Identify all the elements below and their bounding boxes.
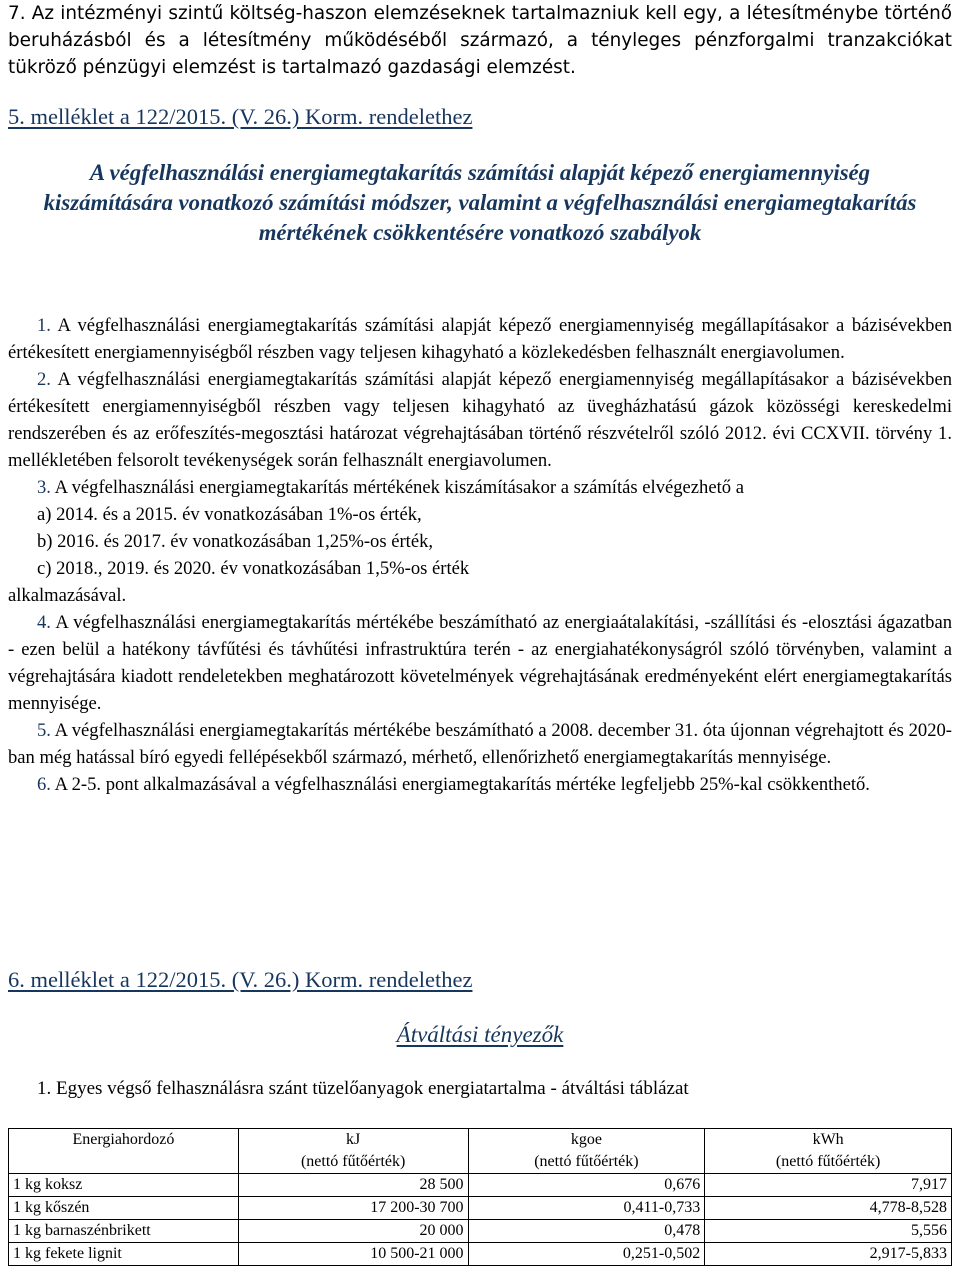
cell-kgoe: 0,411-0,733 (468, 1197, 705, 1220)
header-energy-carrier-label: Energiahordozó (72, 1131, 175, 1148)
annex-5-body (8, 312, 952, 798)
header-kgoe-sub: (nettó fűtőérték) (534, 1153, 639, 1170)
point-2-number: 2. (37, 369, 51, 390)
header-kgoe (468, 1129, 705, 1174)
header-kj-label: kJ (346, 1131, 361, 1148)
annex-6-title: Átváltási tényezők (396, 1022, 564, 1047)
cell-carrier: 1 kg koksz (9, 1174, 239, 1197)
header-kj-sub: (nettó fűtőérték) (300, 1153, 406, 1170)
cell-kgoe: 0,478 (468, 1220, 705, 1243)
point-4 (8, 609, 952, 717)
point-3-item-c: c) 2018., 2019. és 2020. év vonatkozásában 1,5%-os érték (37, 558, 470, 579)
annex-6-heading: 6. melléklet a 122/2015. (V. 26.) Korm. rendelethez (8, 967, 473, 992)
cell-carrier: 1 kg fekete lignit (9, 1243, 239, 1266)
point-6 (8, 771, 952, 798)
cell-kwh: 4,778-8,528 (705, 1197, 952, 1220)
point-6-text: A 2-5. pont alkalmazásával a végfelhasználási energiamegtakarítás mértéke legfeljebb 25%-kal csökkenthető. (50, 774, 870, 795)
table-caption: 1. Egyes végső felhasználásra szánt tüzelőanyagok energiatartalma - átváltási táblázat (37, 1078, 689, 1099)
table-row (9, 1174, 952, 1197)
header-energy-carrier (9, 1129, 239, 1174)
point-5-text: A végfelhasználási energiamegtakarítás mértékébe beszámítható a 2008. december 31. óta újonnan végrehajtott és 2020-ban még hatással bíró egyedi fellépésekből származó, mérhető, ellenőrizhető energiamegtakarítás mennyisége. (8, 720, 952, 768)
cell-kwh: 2,917-5,833 (705, 1243, 952, 1266)
table-row (9, 1220, 952, 1243)
header-kgoe-label: kgoe (570, 1131, 602, 1148)
table-header-row (9, 1129, 952, 1174)
cell-carrier: 1 kg kőszén (9, 1197, 239, 1220)
point-1 (8, 312, 952, 366)
cell-kj: 17 200-30 700 (238, 1197, 468, 1220)
cell-kwh: 5,556 (705, 1220, 952, 1243)
point-1-number: 1. (37, 315, 51, 336)
point-5 (8, 717, 952, 771)
point-6-number: 6. (37, 774, 51, 795)
header-kj (238, 1129, 468, 1174)
point-3 (8, 474, 952, 501)
point-3-end: alkalmazásával. (8, 585, 127, 606)
point-3-item-b: b) 2016. és 2017. év vonatkozásában 1,25%-os érték, (37, 531, 434, 552)
point-4-number: 4. (37, 612, 51, 633)
intro-paragraph-7: 7. Az intézményi szintű költség-haszon elemzéseknek tartalmazniuk kell egy, a létesítménybe történő beruházásból és a létesítmény működéséből származó, a tényleges pénzforgalmi tranzakciókat tükröző pénzügyi elemzést is tartalmazó gazdasági elemzést. (8, 3, 952, 78)
point-2-text: A végfelhasználási energiamegtakarítás számítási alapját képező energiamennyiség megállapításakor a bázisévekben értékesített energiamennyiségből részben vagy teljesen kihagyható az üvegházhatású gázok közösségi kereskedelmi rendszerében és az erőfeszítés-megosztási határozat végrehajtásában történő részvételről szóló 2012. évi CCXVII. törvény 1. mellékletében felsorolt tevékenységek során felhasznált energiavolumen. (8, 369, 952, 471)
cell-kj: 20 000 (238, 1220, 468, 1243)
table-row (9, 1197, 952, 1220)
cell-kj: 10 500-21 000 (238, 1243, 468, 1266)
cell-kj: 28 500 (238, 1174, 468, 1197)
point-3-text: A végfelhasználási energiamegtakarítás mértékének kiszámításakor a számítás elvégezhető a (50, 477, 744, 498)
table-row (9, 1243, 952, 1266)
point-3-item-a: a) 2014. és a 2015. év vonatkozásában 1%-os érték, (37, 504, 422, 525)
cell-kgoe: 0,676 (468, 1174, 705, 1197)
cell-kwh: 7,917 (705, 1174, 952, 1197)
point-1-text: A végfelhasználási energiamegtakarítás számítási alapját képező energiamennyiség megállapításakor a bázisévekben értékesített energiamennyiségből részben vagy teljesen kihagyható a közlekedésben felhasznált energiavolumen. (8, 315, 952, 363)
cell-kgoe: 0,251-0,502 (468, 1243, 705, 1266)
header-kwh-sub: (nettó fűtőérték) (775, 1153, 881, 1170)
annex-5-heading: 5. melléklet a 122/2015. (V. 26.) Korm. rendelethez (8, 104, 473, 129)
point-4-text: A végfelhasználási energiamegtakarítás mértékébe beszámítható az energiaátalakítási, -szállítási és -elosztási ágazatban - ezen belül a hatékony távfűtési és távhűtési infrastruktúra terén - az energiahatékonyságról szóló törvényben, valamint a végrehajtására kiadott rendeletekben meghatározott követelmények végrehajtásának eredményeként elért energiamegtakarítás mennyisége. (8, 612, 952, 714)
point-2 (8, 366, 952, 474)
annex-5-title: A végfelhasználási energiamegtakarítás számítási alapját képező energiamennyiség kiszámítására vonatkozó számítási módszer, valamint a végfelhasználási energiamegtakarítás mértékének csökkentésére vonatkozó szabályok (43, 160, 917, 245)
conversion-table (8, 1128, 952, 1266)
point-5-number: 5. (37, 720, 51, 741)
point-3-number: 3. (37, 477, 51, 498)
header-kwh-label: kWh (812, 1131, 844, 1148)
cell-carrier: 1 kg barnaszénbrikett (9, 1220, 239, 1243)
header-kwh (705, 1129, 952, 1174)
